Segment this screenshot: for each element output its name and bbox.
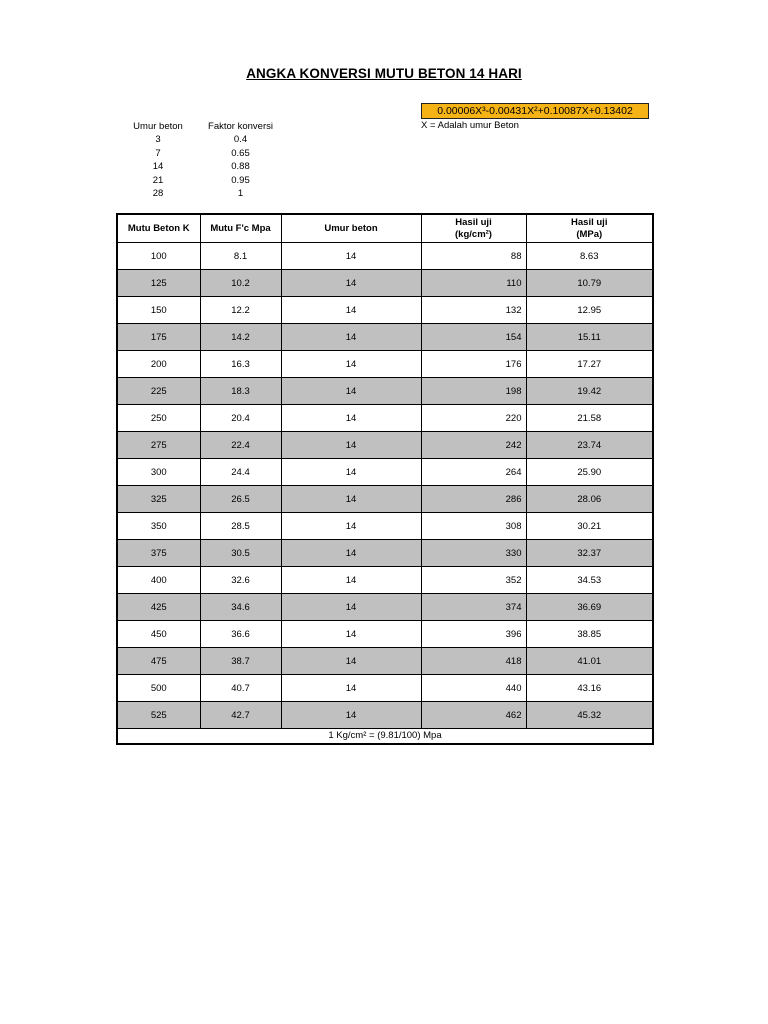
conversion-row (118, 160, 283, 173)
header-hasil-uji-kg (421, 214, 526, 243)
mutu-fc-cell: 20.4 (200, 405, 281, 432)
umur-beton-cell: 14 (281, 297, 421, 324)
table-row (117, 513, 653, 540)
hasil-uji-kg-cell: 308 (421, 513, 526, 540)
conversion-age-cell: 14 (152, 161, 164, 173)
umur-beton-cell: 14 (281, 594, 421, 621)
hasil-uji-kg-cell: 264 (421, 459, 526, 486)
umur-beton-cell: 14 (281, 459, 421, 486)
umur-beton-cell: 14 (281, 486, 421, 513)
table-header-row (117, 214, 653, 243)
mutu-beton-k-cell: 375 (117, 540, 200, 567)
conversion-factor-cell: 0.95 (231, 174, 250, 186)
header-hasil-uji-kg-line1: Hasil uji (455, 216, 492, 228)
hasil-uji-kg-cell: 198 (421, 378, 526, 405)
conversion-row (118, 133, 283, 146)
conversion-age-cell: 3 (155, 134, 161, 146)
hasil-uji-kg-cell: 242 (421, 432, 526, 459)
hasil-uji-kg-cell: 220 (421, 405, 526, 432)
hasil-uji-mpa-cell: 45.32 (526, 702, 653, 729)
mutu-fc-cell: 34.6 (200, 594, 281, 621)
formula-cell: 0.00006X³-0.00431X²+0.10087X+0.13402 (421, 103, 649, 119)
conversion-header-row (118, 120, 283, 133)
header-hasil-uji-mpa (526, 214, 653, 243)
umur-beton-cell: 14 (281, 567, 421, 594)
hasil-uji-mpa-cell: 30.21 (526, 513, 653, 540)
header-hasil-uji-mpa-line2: (MPa) (576, 228, 603, 240)
table-row (117, 459, 653, 486)
mutu-beton-k-cell: 200 (117, 351, 200, 378)
conversion-factor-table (118, 120, 283, 200)
mutu-fc-cell: 26.5 (200, 486, 281, 513)
mutu-fc-cell: 28.5 (200, 513, 281, 540)
mutu-fc-cell: 32.6 (200, 567, 281, 594)
mutu-beton-k-cell: 275 (117, 432, 200, 459)
table-row (117, 270, 653, 297)
hasil-uji-mpa-cell: 34.53 (526, 567, 653, 594)
umur-beton-cell: 14 (281, 702, 421, 729)
header-umur-beton: Umur beton (281, 214, 421, 243)
conversion-header-age: Umur beton (133, 121, 183, 132)
mutu-beton-k-cell: 325 (117, 486, 200, 513)
table-row (117, 594, 653, 621)
table-row (117, 432, 653, 459)
table-row (117, 648, 653, 675)
conversion-age-cell: 7 (155, 147, 161, 159)
umur-beton-cell: 14 (281, 621, 421, 648)
concrete-strength-table (116, 213, 654, 745)
conversion-factor-cell: 0.4 (233, 134, 248, 146)
hasil-uji-mpa-cell: 38.85 (526, 621, 653, 648)
hasil-uji-kg-cell: 176 (421, 351, 526, 378)
umur-beton-cell: 14 (281, 648, 421, 675)
hasil-uji-kg-cell: 88 (421, 243, 526, 270)
umur-beton-cell: 14 (281, 243, 421, 270)
table-row (117, 405, 653, 432)
page-title: ANGKA KONVERSI MUTU BETON 14 HARI (246, 66, 522, 81)
hasil-uji-mpa-cell: 17.27 (526, 351, 653, 378)
conversion-header-factor: Faktor konversi (208, 121, 273, 132)
table-row (117, 378, 653, 405)
hasil-uji-kg-cell: 396 (421, 621, 526, 648)
mutu-beton-k-cell: 225 (117, 378, 200, 405)
mutu-beton-k-cell: 425 (117, 594, 200, 621)
conversion-factor-cell: 0.88 (231, 161, 250, 173)
hasil-uji-kg-cell: 132 (421, 297, 526, 324)
mutu-fc-cell: 24.4 (200, 459, 281, 486)
hasil-uji-kg-cell: 374 (421, 594, 526, 621)
conversion-age-cell: 28 (152, 187, 164, 199)
mutu-beton-k-cell: 450 (117, 621, 200, 648)
hasil-uji-mpa-cell: 8.63 (526, 243, 653, 270)
conversion-age-cell: 21 (152, 174, 164, 186)
mutu-fc-cell: 12.2 (200, 297, 281, 324)
hasil-uji-mpa-cell: 23.74 (526, 432, 653, 459)
mutu-fc-cell: 8.1 (200, 243, 281, 270)
hasil-uji-mpa-cell: 43.16 (526, 675, 653, 702)
conversion-factor-cell: 0.65 (231, 147, 250, 159)
umur-beton-cell: 14 (281, 324, 421, 351)
hasil-uji-mpa-cell: 36.69 (526, 594, 653, 621)
hasil-uji-kg-cell: 330 (421, 540, 526, 567)
hasil-uji-mpa-cell: 25.90 (526, 459, 653, 486)
table-row (117, 621, 653, 648)
table-row (117, 567, 653, 594)
table-row (117, 297, 653, 324)
hasil-uji-mpa-cell: 12.95 (526, 297, 653, 324)
umur-beton-cell: 14 (281, 351, 421, 378)
mutu-fc-cell: 18.3 (200, 378, 281, 405)
mutu-beton-k-cell: 475 (117, 648, 200, 675)
hasil-uji-mpa-cell: 19.42 (526, 378, 653, 405)
header-mutu-fc: Mutu F'c Mpa (200, 214, 281, 243)
mutu-beton-k-cell: 100 (117, 243, 200, 270)
mutu-beton-k-cell: 350 (117, 513, 200, 540)
table-row (117, 486, 653, 513)
x-note: X = Adalah umur Beton (421, 120, 519, 131)
hasil-uji-mpa-cell: 32.37 (526, 540, 653, 567)
mutu-beton-k-cell: 150 (117, 297, 200, 324)
mutu-beton-k-cell: 300 (117, 459, 200, 486)
table-row (117, 702, 653, 729)
mutu-beton-k-cell: 175 (117, 324, 200, 351)
umur-beton-cell: 14 (281, 405, 421, 432)
mutu-beton-k-cell: 400 (117, 567, 200, 594)
mutu-fc-cell: 42.7 (200, 702, 281, 729)
mutu-fc-cell: 30.5 (200, 540, 281, 567)
mutu-fc-cell: 22.4 (200, 432, 281, 459)
mutu-beton-k-cell: 500 (117, 675, 200, 702)
umur-beton-cell: 14 (281, 513, 421, 540)
header-hasil-uji-mpa-line1: Hasil uji (571, 216, 608, 228)
umur-beton-cell: 14 (281, 270, 421, 297)
footnote-row (117, 729, 653, 745)
umur-beton-cell: 14 (281, 432, 421, 459)
hasil-uji-mpa-cell: 15.11 (526, 324, 653, 351)
mutu-fc-cell: 36.6 (200, 621, 281, 648)
hasil-uji-mpa-cell: 21.58 (526, 405, 653, 432)
header-mutu-beton-k: Mutu Beton K (117, 214, 200, 243)
table-row (117, 351, 653, 378)
mutu-fc-cell: 14.2 (200, 324, 281, 351)
mutu-fc-cell: 10.2 (200, 270, 281, 297)
hasil-uji-mpa-cell: 28.06 (526, 486, 653, 513)
header-hasil-uji-kg-line2: (kg/cm²) (455, 228, 492, 240)
unit-footnote: 1 Kg/cm² = (9.81/100) Mpa (117, 729, 653, 745)
hasil-uji-kg-cell: 418 (421, 648, 526, 675)
hasil-uji-kg-cell: 440 (421, 675, 526, 702)
table-row (117, 324, 653, 351)
table-row (117, 675, 653, 702)
mutu-beton-k-cell: 250 (117, 405, 200, 432)
umur-beton-cell: 14 (281, 675, 421, 702)
conversion-factor-cell: 1 (237, 187, 244, 199)
umur-beton-cell: 14 (281, 378, 421, 405)
conversion-row (118, 174, 283, 187)
hasil-uji-mpa-cell: 10.79 (526, 270, 653, 297)
umur-beton-cell: 14 (281, 540, 421, 567)
mutu-beton-k-cell: 525 (117, 702, 200, 729)
conversion-row (118, 187, 283, 200)
table-row (117, 540, 653, 567)
table-row (117, 243, 653, 270)
mutu-fc-cell: 38.7 (200, 648, 281, 675)
mutu-fc-cell: 16.3 (200, 351, 281, 378)
hasil-uji-kg-cell: 154 (421, 324, 526, 351)
hasil-uji-kg-cell: 286 (421, 486, 526, 513)
hasil-uji-kg-cell: 352 (421, 567, 526, 594)
conversion-row (118, 147, 283, 160)
mutu-beton-k-cell: 125 (117, 270, 200, 297)
hasil-uji-kg-cell: 110 (421, 270, 526, 297)
mutu-fc-cell: 40.7 (200, 675, 281, 702)
hasil-uji-mpa-cell: 41.01 (526, 648, 653, 675)
hasil-uji-kg-cell: 462 (421, 702, 526, 729)
